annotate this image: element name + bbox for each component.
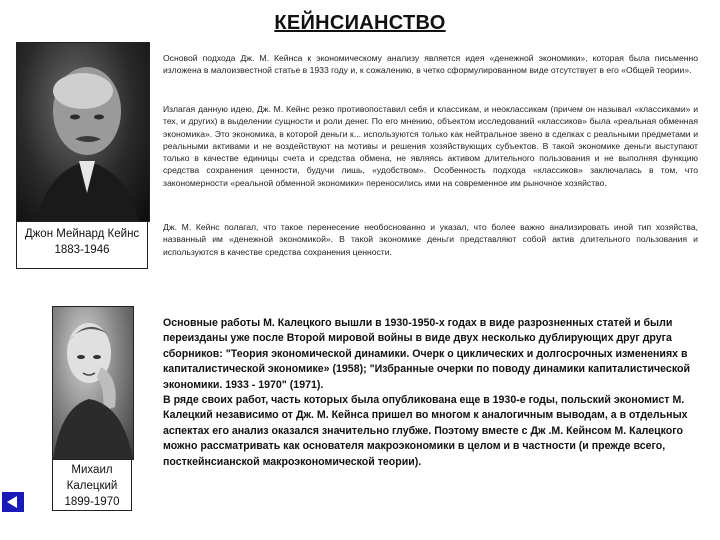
keynes-paragraph-3: Дж. М. Кейнс полагал, что такое перенесение необоснованно и указал, что более важно анализировать иной тип хозяйства, названный им «денежной экономикой». В такой экономике деньги представляют собой актив длительного пользования и используются в качестве средства сохранения ценности. — [163, 222, 698, 257]
kalecki-name: Михаил Калецкий — [66, 464, 118, 492]
keynes-caption — [16, 221, 148, 269]
keynes-portrait — [16, 42, 150, 222]
back-button[interactable] — [2, 492, 24, 512]
keynes-name: Джон Мейнард Кейнс — [24, 228, 140, 240]
left-triangle-icon — [7, 496, 17, 508]
page-title: КЕЙНСИАНСТВО — [274, 12, 446, 34]
keynes-paragraph-1: Основой подхода Дж. М. Кейнса к экономическому анализу является идея «денежной экономики», которая была письменно изложена в малоизвестной статье в 1933 году и, к сожалению, в четко сформулированном виде отсутствует в его «Общей теории». — [163, 53, 698, 76]
kalecki-portrait — [52, 306, 134, 460]
kalecki-caption — [52, 459, 132, 511]
keynes-paragraph-2: Излагая данную идею, Дж. М. Кейнс резко противопоставил себя и классикам, и неоклассикам (причем он называл «классиками» и тех, и других) в выделении сущности и роли денег. По его мнению, объектом исследований «классиков» была «реальная обменная экономика». Это экономика, в которой деньги к... используются только как нейтральное звено в сделках с реальными предметами и реальными активами и не воздействуют на мотивы и решения хозяйствующих субъектов. В такой экономике деньги выступают только в качестве единицы счета и средства обмена, не являясь активом длительного пользования и не выполняя функцию средства сохранения ценности, будучи лишь, «удобством». Особенность подхода «классиков» заключалась в том, что закономерности «реальной обменной экономики» переносились ими на современное им рыночное хозяйство. — [163, 104, 698, 188]
kalecki-years: 1899-1970 — [64, 496, 120, 508]
keynes-years: 1883-1946 — [54, 244, 110, 256]
kalecki-paragraph: Основные работы М. Калецкого вышли в 1930-1950-х годах в виде разрозненных статей и были переизданы уже после Второй мировой войны в виде двух несколько дублирующих друг друга сборников: "Теория экономической динамики. Очерк о циклических и долгосрочных изменениях в капиталистической экономике» (1958); "Избранные очерки по поводу динамики капиталистической экономики. 1933 - 1970" (1971). В ряде своих работ, часть которых была опубликована еще в 1930-е годы, польский экономист М. Калецкий независимо от Дж. М. Кейнса пришел во многом к аналогичным выводам, а в отдельных аспектах его анализ оказался значительно глубже. Поэтому вместе с Дж .М. Кейнсом М. Калецкого можно рассматривать как основателя макроэкономики в целом и в частности (и прежде всего, посткейнсианской макроэкономической теории). — [163, 317, 690, 468]
